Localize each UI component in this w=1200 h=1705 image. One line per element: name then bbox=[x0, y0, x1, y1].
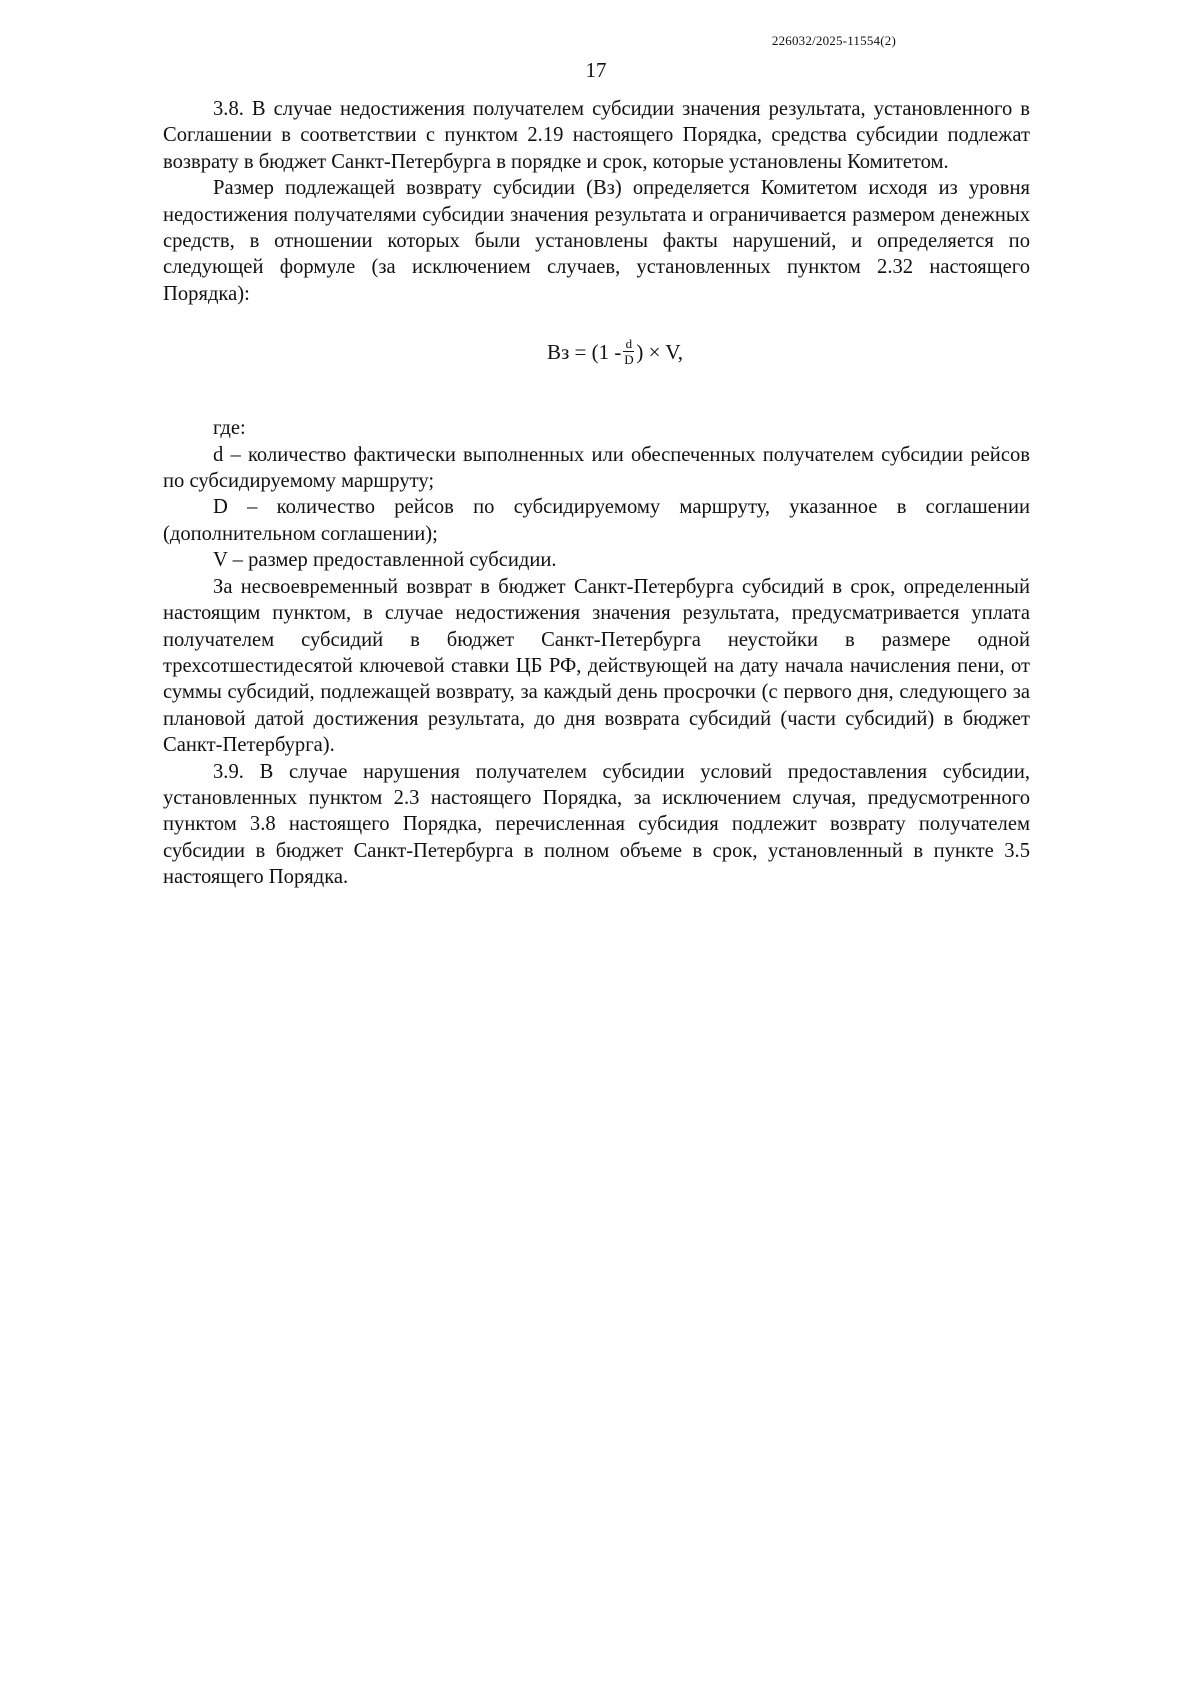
formula-fraction bbox=[623, 337, 634, 366]
formula-lhs: Вз = (1 - bbox=[547, 339, 622, 364]
definition-V: V – размер предоставленной субсидии. bbox=[213, 549, 557, 572]
formula-block bbox=[163, 307, 1030, 415]
document-id: 226032/2025-11554(2) bbox=[771, 33, 896, 48]
refund-formula bbox=[547, 337, 683, 366]
paragraph-3-9: 3.9. В случае нарушения получателем субсидии условий предоставления субсидии, установленных пунктом 2.3 настоящего Порядка, за исключением случая, предусмотренного пунктом 3.8 настоящего Порядка, перечисленная субсидия подлежит возврату получателем субсидии в бюджет Санкт-Петербурга в полном объеме в срок, установленный в пункте 3.5 настоящего Порядка. bbox=[163, 760, 1030, 889]
formula-denominator: D bbox=[624, 352, 634, 368]
formula-numerator: d bbox=[625, 336, 633, 352]
definition-D: D – количество рейсов по субсидируемому маршруту, указанное в соглашении (дополнительном соглашении); bbox=[163, 496, 1030, 545]
paragraph-refund-size: Размер подлежащей возврату субсидии (Вз) определяется Комитетом исходя из уровня недостижения получателями субсидии значения результата и ограничивается размером денежных средств, в отношении которых были установлены факты нарушений, и определяется по следующей формуле (за исключением случаев, установленных пунктом 2.32 настоящего Порядка): bbox=[163, 177, 1030, 305]
page-number: 17 bbox=[585, 58, 607, 82]
paragraph-penalty: За несвоевременный возврат в бюджет Санкт-Петербурга субсидий в срок, определенный настоящим пунктом, в случае недостижения значения результата, предусматривается уплата получателем субсидий в бюджет Санкт-Петербурга неустойки в размере одной трехсотшестидесятой ключевой ставки ЦБ РФ, действующей на дату начала начисления пени, от суммы субсидий, подлежащей возврату, за каждый день просрочки (с первого дня, следующего за плановой датой достижения результата, до дня возврата субсидий (части субсидий) в бюджет Санкт-Петербурга). bbox=[163, 575, 1030, 757]
where-label: где: bbox=[213, 417, 246, 440]
paragraph-3-8: 3.8. В случае недостижения получателем субсидии значения результата, установленного в Соглашении в соответствии с пунктом 2.19 настоящего Порядка, средства субсидии подлежат возврату в бюджет Санкт-Петербурга в порядке и срок, которые установлены Комитетом. bbox=[163, 98, 1030, 173]
definition-d: d – количество фактически выполненных или обеспеченных получателем субсидии рейсов по субсидируемому маршруту; bbox=[163, 443, 1030, 493]
formula-rhs: ) × V, bbox=[636, 339, 684, 364]
document-body bbox=[163, 96, 1030, 891]
